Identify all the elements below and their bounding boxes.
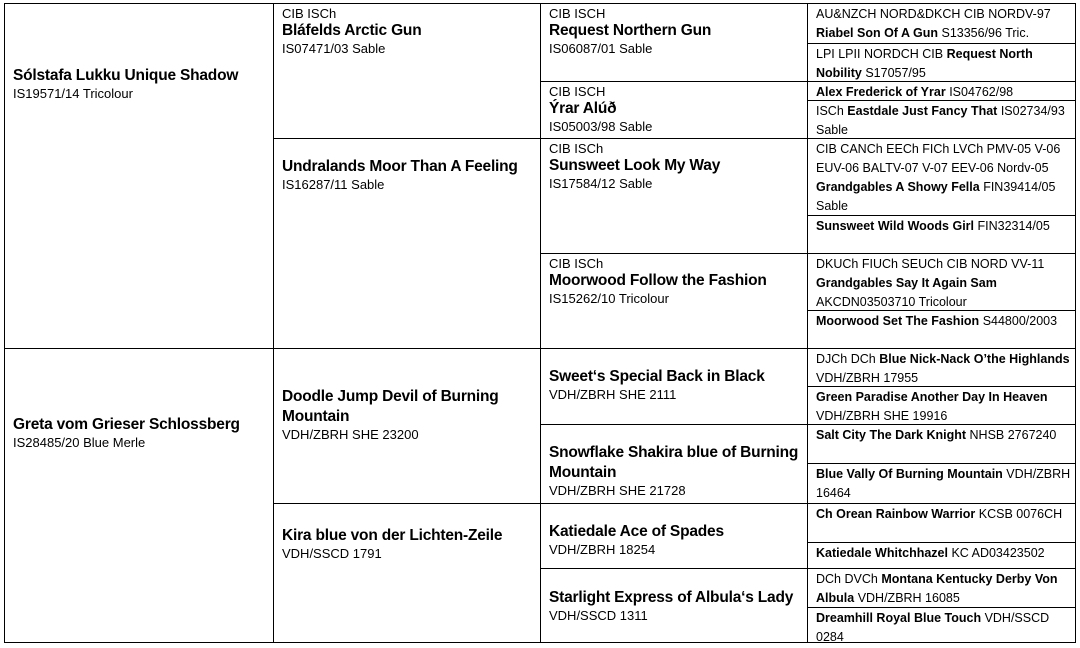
gen4-cell-11 [807, 424, 1076, 464]
gen4-title-2: LPI LPII NORDCH CIB [816, 47, 944, 61]
gen4-name-12: Blue Vally Of Burning Mountain [816, 467, 1003, 481]
gen4-title-15: DCh DVCh [816, 572, 878, 586]
sire-sire-cell [273, 3, 541, 139]
gen3-cell-1 [540, 3, 808, 82]
gen3-name-7: Katiedale Ace of Spades [549, 523, 724, 540]
sire-sire-title: CIB ISCh [282, 6, 337, 21]
dam-dam-name: Kira blue von der Lichten-Zeile [282, 527, 503, 544]
gen3-cell-8 [540, 568, 808, 643]
gen3-cell-2 [540, 81, 808, 139]
gen4-title-9: DJCh DCh [816, 352, 876, 366]
gen4-reg-6: FIN32314/05 [977, 219, 1050, 233]
gen4-reg-8: S44800/2003 [982, 314, 1058, 328]
gen4-cell-16 [807, 607, 1076, 643]
gen4-name-10: Green Paradise Another Day In Heaven [816, 390, 1048, 404]
dam-cell [4, 348, 274, 643]
sire-cell [4, 3, 274, 349]
gen4-name-3: Alex Frederick of Yrar [816, 85, 946, 99]
gen4-title-4: ISCh [816, 104, 844, 118]
gen4-cell-4 [807, 100, 1076, 139]
gen4-cell-3 [807, 81, 1076, 101]
gen4-reg-16: VDH/SSCD 0284 [816, 611, 1050, 643]
gen4-name-5: Grandgables A Showy Fella [816, 180, 980, 194]
gen3-title-2: CIB ISCH [549, 84, 606, 99]
gen3-reg-7: VDH/ZBRH 18254 [549, 542, 656, 557]
gen4-reg-4: IS02734/93 Sable [816, 104, 1065, 137]
sire-dam-reg: IS16287/11 Sable [282, 177, 385, 192]
gen4-name-4: Eastdale Just Fancy That [847, 104, 998, 118]
gen3-reg-4: IS15262/10 Tricolour [549, 291, 669, 306]
gen3-reg-3: IS17584/12 Sable [549, 176, 653, 191]
dam-dam-reg: VDH/SSCD 1791 [282, 546, 382, 561]
gen4-reg-2: S17057/95 [865, 66, 926, 80]
gen4-cell-13 [807, 503, 1076, 543]
gen3-title-3: CIB ISCh [549, 141, 604, 156]
gen3-name-1: Request Northern Gun [549, 22, 712, 39]
gen3-name-2: Ýrar Alúð [549, 100, 617, 117]
gen4-name-6: Sunsweet Wild Woods Girl [816, 219, 975, 233]
dam-reg: IS28485/20 Blue Merle [13, 435, 146, 450]
gen4-cell-5 [807, 138, 1076, 216]
gen3-reg-8: VDH/SSCD 1311 [549, 608, 648, 623]
gen4-reg-10: VDH/ZBRH SHE 19916 [816, 409, 948, 423]
gen4-name-16: Dreamhill Royal Blue Touch [816, 611, 982, 625]
gen4-name-2: Request North Nobility [816, 47, 1033, 80]
gen4-cell-12 [807, 463, 1076, 504]
gen4-cell-2 [807, 43, 1076, 82]
gen4-reg-9: VDH/ZBRH 17955 [816, 371, 919, 385]
dam-sire-reg: VDH/ZBRH SHE 23200 [282, 427, 419, 442]
gen3-title-1: CIB ISCH [549, 6, 606, 21]
gen4-reg-15: VDH/ZBRH 16085 [857, 591, 960, 605]
gen3-reg-6: VDH/ZBRH SHE 21728 [549, 483, 686, 498]
gen3-cell-5 [540, 348, 808, 425]
gen4-reg-1: S13356/96 Tric. [941, 26, 1030, 40]
gen3-cell-4 [540, 253, 808, 349]
dam-sire-cell [273, 348, 541, 504]
gen4-cell-10 [807, 386, 1076, 425]
gen3-cell-6 [540, 424, 808, 504]
gen4-name-1: Riabel Son Of A Gun [816, 26, 938, 40]
gen4-reg-5: FIN39414/05 Sable [816, 180, 1056, 213]
gen3-name-8: Starlight Express of Albula‘s Lady [549, 589, 794, 606]
gen3-name-4: Moorwood Follow the Fashion [549, 272, 767, 289]
gen4-cell-9 [807, 348, 1076, 387]
sire-sire-name: Bláfelds Arctic Gun [282, 22, 422, 39]
gen4-name-15: Montana Kentucky Derby Von Albula [816, 572, 1058, 605]
sire-dam-cell [273, 138, 541, 349]
gen4-reg-11: NHSB 2767240 [969, 428, 1057, 442]
gen4-cell-15 [807, 568, 1076, 608]
gen3-name-3: Sunsweet Look My Way [549, 157, 721, 174]
dam-dam-cell [273, 503, 541, 643]
gen3-title-4: CIB ISCh [549, 256, 604, 271]
gen4-title-1: AU&NZCH NORD&DKCH CIB NORDV-97 [816, 7, 1051, 21]
dam-sire-name: Doodle Jump Devil of Burning Mountain [282, 388, 499, 425]
gen3-name-5: Sweet‘s Special Back in Black [549, 368, 765, 385]
sire-sire-reg: IS07471/03 Sable [282, 41, 386, 56]
gen4-title-5: CIB CANCh EECh FICh LVCh PMV-05 V-06 EUV-06 BALTV-07 V-07 EEV-06 Nordv-05 [816, 142, 1061, 175]
gen4-reg-14: KC AD03423502 [951, 546, 1045, 560]
gen4-name-14: Katiedale Whitchhazel [816, 546, 948, 560]
gen4-reg-7: AKCDN03503710 Tricolour [816, 295, 967, 309]
gen4-name-8: Moorwood Set The Fashion [816, 314, 980, 328]
gen4-name-9: Blue Nick-Nack O’the Highlands [879, 352, 1070, 366]
gen4-cell-1 [807, 3, 1076, 44]
gen4-reg-13: KCSB 0076CH [978, 507, 1063, 521]
gen4-cell-6 [807, 215, 1076, 254]
gen4-name-13: Ch Orean Rainbow Warrior [816, 507, 976, 521]
gen3-cell-3 [540, 138, 808, 254]
dam-name: Greta vom Grieser Schlossberg [13, 416, 240, 433]
gen3-cell-7 [540, 503, 808, 569]
sire-name: Sólstafa Lukku Unique Shadow [13, 67, 239, 84]
gen4-reg-3: IS04762/98 [949, 85, 1014, 99]
gen3-reg-2: IS05003/98 Sable [549, 119, 653, 134]
pedigree-table [4, 3, 1076, 643]
gen4-name-11: Salt City The Dark Knight [816, 428, 967, 442]
gen4-cell-7 [807, 253, 1076, 311]
gen3-reg-1: IS06087/01 Sable [549, 41, 653, 56]
sire-reg: IS19571/14 Tricolour [13, 86, 133, 101]
gen4-name-7: Grandgables Say It Again Sam [816, 276, 997, 290]
gen3-name-6: Snowflake Shakira blue of Burning Mountain [549, 444, 799, 481]
gen4-reg-12: VDH/ZBRH 16464 [816, 467, 1071, 500]
sire-dam-name: Undralands Moor Than A Feeling [282, 158, 518, 175]
gen4-cell-14 [807, 542, 1076, 569]
gen3-reg-5: VDH/ZBRH SHE 2111 [549, 387, 677, 402]
gen4-cell-8 [807, 310, 1076, 349]
gen4-title-7: DKUCh FIUCh SEUCh CIB NORD VV-11 [816, 257, 1045, 271]
